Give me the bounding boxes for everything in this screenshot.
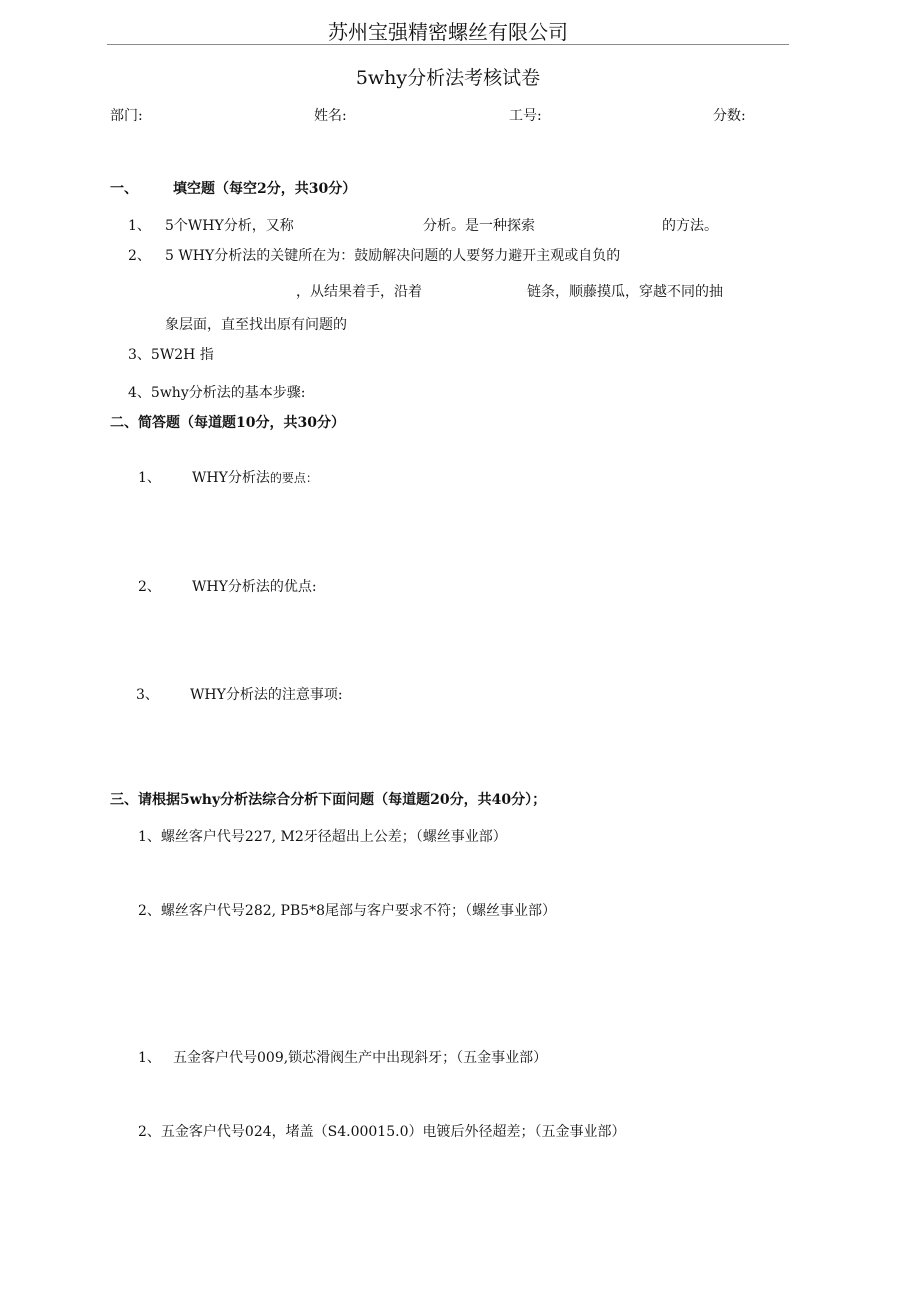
s1-q2-line1: 5 WHY分析法的关键所在为：鼓励解决问题的人要努力避开主观或自负的	[165, 248, 621, 264]
s1-q1-part2: 分析。是一种探索	[423, 218, 535, 234]
s2-q2-text: WHY分析法的优点:	[192, 579, 317, 595]
s1-q2-line2a: ，从结果着手，沿着	[296, 284, 422, 300]
s1-q1-part1: 5个WHY分析，又称	[165, 218, 294, 234]
s1-q1-number: 1、	[128, 218, 151, 234]
header-divider	[107, 44, 789, 45]
s2-q2-number: 2、	[138, 579, 161, 595]
s1-q1-part3: 的方法。	[662, 218, 718, 234]
exam-title: 5why分析法考核试卷	[355, 67, 541, 89]
s1-q2-line2b: 链条，顺藤摸瓜，穿越不同的抽	[527, 284, 723, 300]
section1-number: 一、	[110, 181, 138, 197]
s1-q3: 3、5W2H 指	[128, 347, 214, 363]
s3-screw-q2: 2、螺丝客户代号282, PB5*8尾部与客户要求不符；（螺丝事业部）	[138, 903, 557, 919]
s1-q4: 4、5why分析法的基本步骤:	[128, 385, 306, 401]
s3-hardware-q2: 2、五金客户代号024，堵盖（S4.00015.0）电镀后外径超差；（五金事业部）	[138, 1124, 626, 1140]
s2-q1-text	[192, 467, 318, 487]
s2-q3-text: WHY分析法的注意事项:	[190, 687, 343, 703]
s1-q2-number: 2、	[128, 248, 151, 264]
employee-no-field-label: 工号:	[509, 108, 542, 124]
s3-hardware-q1-text: 五金客户代号009,锁芯滑阀生产中出现斜牙；（五金事业部）	[173, 1050, 548, 1066]
section3-title: 三、请根据5why分析法综合分析下面问题（每道题20分，共40分）；	[110, 792, 547, 808]
section2-title: 二、简答题（每道题10分，共30分）	[110, 415, 345, 431]
company-name: 苏州宝强精密螺丝有限公司	[328, 20, 568, 44]
s2-q1-suffix: 的要点：	[269, 471, 318, 485]
s2-q1-number: 1、	[138, 470, 161, 486]
s3-screw-q1: 1、螺丝客户代号227, M2牙径超出上公差；（螺丝事业部）	[138, 829, 507, 845]
s3-hardware-q1-number: 1、	[138, 1050, 161, 1066]
s1-q2-line3: 象层面，直至找出原有问题的	[165, 317, 347, 333]
name-field-label: 姓名:	[314, 108, 347, 124]
s2-q3-number: 3、	[136, 687, 159, 703]
section1-title: 填空题（每空2分，共30分）	[173, 181, 357, 197]
s2-q1-main: WHY分析法	[192, 470, 270, 486]
department-field-label: 部门:	[110, 108, 143, 124]
score-field-label: 分数:	[713, 108, 746, 124]
